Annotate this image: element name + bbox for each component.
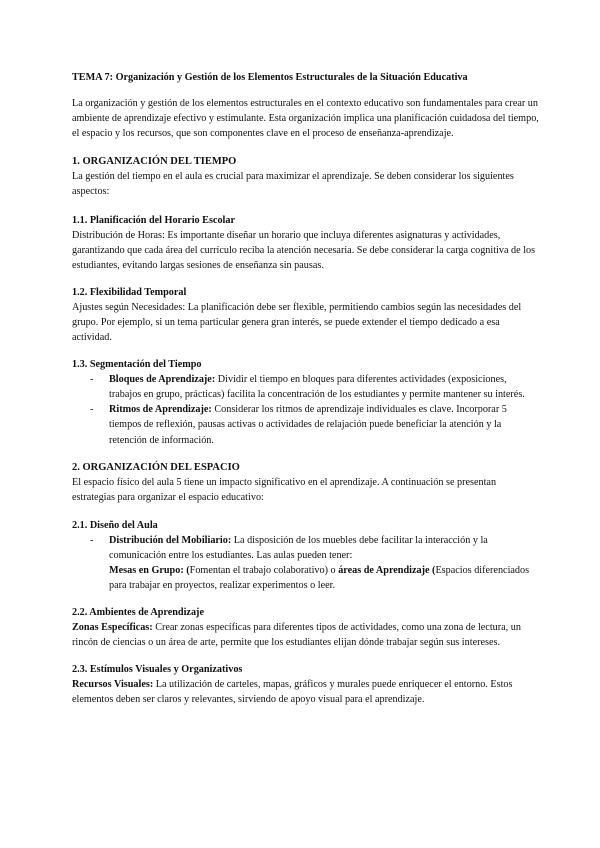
list-item-label: Bloques de Aprendizaje:	[109, 374, 216, 386]
subsection-2-3	[72, 662, 540, 707]
furniture-options	[72, 563, 540, 593]
subsection-1-3	[72, 357, 540, 447]
subsection-2-2	[72, 605, 540, 650]
learning-areas-text: Espacios diferenciados para trabajar en proyectos, realizar experimentos o leer.	[109, 564, 530, 592]
section-time	[72, 154, 540, 199]
specific-zones-text: Crear zonas específicas para diferentes tipos de actividades, como una zona de lectura, un rincón de ciencias o un área de arte, permite que los estudiantes elijan dónde trabajar según sus intereses.	[72, 622, 521, 649]
list-item	[72, 402, 540, 447]
list-item-label: Distribución del Mobiliario:	[109, 534, 232, 546]
list-item-label: Ritmos de Aprendizaje:	[109, 404, 212, 416]
subsection-text-1-1: Distribución de Horas: Es importante diseñar un horario que incluya diferentes asignaturas y actividades, garantizando que cada área del currículo reciba la atención necesaria. Se debe considerar la carga cognitiva de los estudiantes, evitando largas sesiones de enseñanza sin pausas.	[72, 229, 536, 271]
subsection-text-1-2: Ajustes según Necesidades: La planificación debe ser flexible, permitiendo cambios según las necesidades del grupo. Por ejemplo, si un tema particular genera gran interés, se puede extender el tiempo dedicado a esa actividad.	[72, 301, 522, 344]
intro-paragraph: La organización y gestión de los elementos estructurales en el contexto educativo son fundamentales para crear un ambiente de aprendizaje efectivo y estimulante. Esta organización implica una planificación cuidadosa del tiempo, el espacio y los recursos, que son componentes clave en el proceso de enseñanza-aprendizaje.	[72, 98, 539, 140]
subsection-1-2	[72, 285, 540, 345]
visual-resources-text: La utilización de carteles, mapas, gráficos y murales puede enriquecer el entorno. Estos elementos deben ser claros y relevantes, sirviendo de apoyo visual para el aprendizaje.	[72, 679, 513, 706]
subsection-heading-1-1: 1.1. Planificación del Horario Escolar	[72, 214, 235, 226]
list-item	[72, 533, 540, 563]
subsection-heading-2-3: 2.3. Estímulos Visuales y Organizativos	[72, 664, 243, 676]
group-tables-label: Mesas en Grupo: (	[109, 564, 190, 576]
group-tables-text: Fomentan el trabajo colaborativo) o	[189, 564, 339, 576]
list-item	[72, 372, 540, 402]
classroom-design-list	[72, 533, 540, 563]
document-title: TEMA 7: Organización y Gestión de los Elementos Estructurales de la Situación Educativa	[72, 72, 468, 83]
subsection-heading-2-2: 2.2. Ambientes de Aprendizaje	[72, 607, 204, 619]
subsection-heading-2-1: 2.1. Diseño del Aula	[72, 519, 158, 531]
list-item-text: La disposición de los muebles debe facilitar la interacción y la comunicación entre los estudiantes. Las aulas pueden tener:	[109, 534, 488, 561]
list-item-text: Considerar los ritmos de aprendizaje individuales es clave. Incorporar 5 tiempos de reflexión, pausas activas o actividades de relajación puede beneficiar la atención y la retención de información.	[109, 404, 507, 446]
section-time-text: La gestión del tiempo en el aula es crucial para maximizar el aprendizaje. Se deben considerar los siguientes aspectos:	[72, 171, 514, 198]
subsection-heading-1-3: 1.3. Segmentación del Tiempo	[72, 359, 202, 371]
section-space-text: El espacio físico del aula 5 tiene un impacto significativo en el aprendizaje. A continuación se presentan estrategias para organizar el espacio educativo:	[72, 476, 497, 503]
section-space	[72, 460, 540, 505]
subsection-2-1	[72, 518, 540, 593]
subsection-text-2-3	[72, 677, 540, 707]
dash-bullet: -	[90, 404, 94, 416]
dash-bullet: -	[90, 374, 94, 386]
list-item-text: Dividir el tiempo en bloques para diferentes actividades (exposiciones, trabajos en grupo, prácticas) facilita la concentración de los estudiantes y permite mantener su interés.	[109, 374, 525, 401]
subsection-heading-1-2: 1.2. Flexibilidad Temporal	[72, 286, 187, 298]
time-segmentation-list	[72, 372, 540, 447]
subsection-text-2-2	[72, 620, 540, 650]
dash-bullet: -	[90, 534, 94, 546]
learning-areas-label: áreas de Aprendizaje (	[338, 564, 436, 576]
section-heading-time: 1. ORGANIZACIÓN DEL TIEMPO	[72, 156, 237, 168]
visual-resources-label: Recursos Visuales:	[72, 679, 154, 691]
subsection-1-1	[72, 213, 540, 273]
specific-zones-label: Zonas Específicas:	[72, 622, 153, 634]
section-heading-space: 2. ORGANIZACIÓN DEL ESPACIO	[72, 461, 240, 473]
